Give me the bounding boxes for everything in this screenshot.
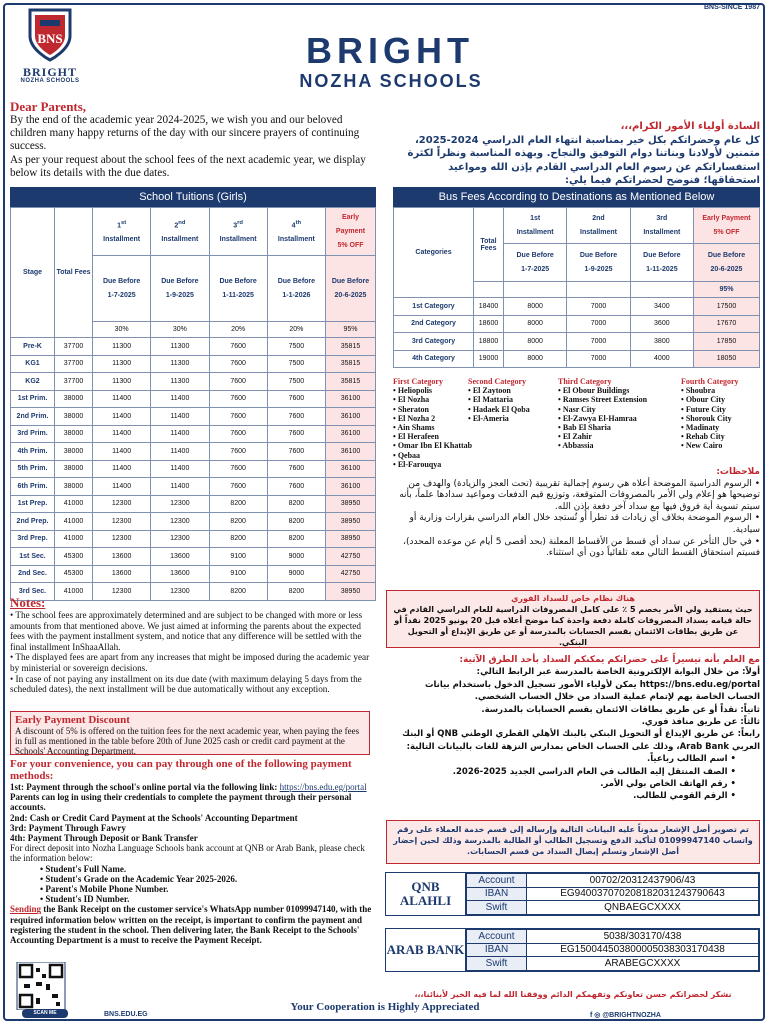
category-item: • Ramses Street Extension: [558, 395, 648, 405]
notes-ar-item: • في حال التأخر عن سداد أي قسط من الأقساط المعلنة (بحد أقصى 5 أيام عن موعده المحدد)، فسيتم استحقاق القسط التالي معه تلقائياً دون أي استثناء.: [403, 536, 760, 559]
fee-cell: 3800: [630, 333, 693, 351]
category-title: First Category: [393, 377, 443, 386]
category-item: • Heliopolis: [393, 386, 433, 396]
fee-cell: 8200: [209, 530, 267, 548]
tuition-block: [10, 187, 376, 601]
fee-cell: 19000: [474, 350, 504, 368]
fee-cell: 35815: [326, 338, 376, 356]
fee-cell: 7600: [209, 390, 267, 408]
early-en-body: A discount of 5% is offered on the tuition fees for the next academic year, when paying the fees in full as mentioned in the table before 20th of June 2025 cash or credit card payment at the Schools' Accounting Department.: [15, 726, 360, 757]
fee-cell: 17670: [694, 315, 760, 333]
fee-cell: 11300: [93, 373, 151, 391]
fee-cell: 18050: [694, 350, 760, 368]
early-ar-body: حيث يستفيد ولي الأمر بخصم 5 ٪ على كامل المصروفات الدراسية للعام الدراسي القادم في حالة قيامه بسداد المصروفات كاملة دفعة واحدة كما موضح أعلاه قبل 20 يونيو 2025 نقداً أو عن طريق بطاقات الائتمان بقسم الحسابات بالمدرسة أو عن طريق الإيداع أو التحويل البنكي.: [393, 605, 753, 647]
fee-cell: 11400: [151, 408, 209, 426]
fee-cell: 7000: [567, 350, 630, 368]
greeting-ar: [390, 120, 760, 188]
bank-account: 00702/20312437906/43: [527, 874, 759, 888]
bus-pct-early: 95%: [694, 282, 760, 298]
fee-cell: 35815: [326, 373, 376, 391]
category-item: • Nasr City: [558, 404, 596, 414]
social-handle-text: @BRIGHTNOZHA: [602, 1012, 661, 1019]
early-en-box: [10, 711, 370, 755]
fee-cell: 38000: [55, 443, 93, 461]
page-subtitle: NOZHA SCHOOLS: [299, 71, 483, 91]
pct-cell: 30%: [93, 322, 151, 338]
category-item: • Obour City: [681, 395, 726, 405]
footer-en: Your Cooperation is Highly Appreciated: [290, 1001, 480, 1013]
fee-cell: 8200: [267, 513, 325, 531]
notes-ar-title: ملاحظات:: [716, 467, 760, 477]
fee-cell: 38950: [326, 583, 376, 601]
stage-cell: 5th Prim.: [11, 460, 55, 478]
bank-arab: ARAB BANK Account 5038/303170/438 IBAN EG150044503800005038303170438 Swift ARABEGCXXXX: [385, 928, 760, 972]
due-cell-early: Due Before 20-6-2025: [326, 256, 376, 322]
total-header: Total Fees: [55, 208, 93, 338]
fee-cell: 8000: [504, 298, 567, 316]
fee-cell: 45300: [55, 565, 93, 583]
stage-cell: KG2: [11, 373, 55, 391]
fee-cell: 11400: [93, 443, 151, 461]
stage-cell: 4th Prim.: [11, 443, 55, 461]
tuition-title: School Tuitions (Girls): [10, 187, 376, 207]
bus-inst-header: 2nd Installment: [567, 208, 630, 244]
fee-cell: 37700: [55, 338, 93, 356]
table-row: [11, 425, 376, 443]
table-row: [11, 495, 376, 513]
shield-icon: [26, 6, 74, 62]
social-handle[interactable]: [590, 1011, 661, 1019]
category-item: • Rehab City: [681, 432, 725, 442]
category-item: • Abbassia: [558, 441, 594, 451]
facebook-icon: f: [590, 1012, 593, 1019]
payment-ar-m3: ثالثاً: عن طريق منافذ فوري.: [641, 717, 760, 728]
stage-cell: 3rd Prep.: [11, 530, 55, 548]
fee-cell: 8200: [267, 583, 325, 601]
fee-cell: 12300: [151, 530, 209, 548]
fee-cell: 9000: [267, 548, 325, 566]
fee-cell: 37700: [55, 355, 93, 373]
fee-cell: 11400: [93, 408, 151, 426]
instagram-icon: ◎: [594, 1012, 601, 1019]
since-label: BNS-SINCE 1987: [703, 4, 760, 11]
fee-cell: 8200: [209, 583, 267, 601]
fee-cell: 17850: [694, 333, 760, 351]
fee-cell: 7600: [267, 390, 325, 408]
category-item: • Omar Ibn El Khattab: [393, 441, 473, 451]
logo-initials: BNS: [37, 31, 63, 46]
fee-cell: 7500: [267, 338, 325, 356]
fee-cell: 12300: [93, 495, 151, 513]
fee-cell: 36100: [326, 390, 376, 408]
portal-link[interactable]: https://bns.edu.eg/portal: [279, 782, 367, 792]
bus-early-header: Early Payment 5% OFF: [694, 208, 760, 244]
fee-cell: 12300: [151, 583, 209, 601]
category-cell: 1st Category: [394, 298, 474, 316]
stage-cell: KG1: [11, 355, 55, 373]
fee-cell: 36100: [326, 425, 376, 443]
fee-cell: 18800: [474, 333, 504, 351]
fee-cell: 18600: [474, 315, 504, 333]
fee-cell: 4000: [630, 350, 693, 368]
table-row: [11, 390, 376, 408]
table-row: [11, 478, 376, 496]
fee-cell: 7600: [209, 460, 267, 478]
bus-due-cell-early: Due Before 20-6-2025: [694, 244, 760, 282]
category-item: • El Nozha 2: [393, 413, 436, 423]
footer-ar: نشكر لحضراتكم حسن تعاونكم وتفهمكم الدائم ووفقنا الله لما فيه الخير لأبنائنا،،،: [414, 990, 732, 999]
fee-cell: 7500: [267, 373, 325, 391]
pct-cell-early: 95%: [326, 322, 376, 338]
logo-sub: NOZHA SCHOOLS: [20, 78, 80, 84]
bus-due-cell: Due Before 1-9-2025: [567, 244, 630, 282]
fee-cell: 11300: [151, 338, 209, 356]
payment-en-m4: 4th: Payment Through Deposit or Bank Transfer: [10, 833, 198, 844]
fee-cell: 7000: [567, 298, 630, 316]
tuition-table: [10, 207, 376, 601]
pct-cell: 20%: [267, 322, 325, 338]
stage-cell: Pre-K: [11, 338, 55, 356]
categories-header: Categories: [394, 208, 474, 298]
bank-qnb: QNB ALAHLI Account 00702/20312437906/43 IBAN EG940037070208182031243790643 Swift QNBAEGCXXXX: [385, 872, 760, 916]
notes-ar-item: • الرسوم الدراسية الموضحة أعلاه هي رسوم إجمالية تقريبية (تحت العجز والزيادة) والهدف من توضيحها هو إعلام ولي الأمر بالمصروفات المتوقعة، وتوزيع قيم الدفعات ومواعيد سدادها علماً، بأنه سيتم تسوية أية فروق فيها مع سداد آخر دفعة بإذن الله.: [399, 478, 760, 512]
stage-header: Stage: [11, 208, 55, 338]
category-cell: 4th Category: [394, 350, 474, 368]
bus-block: [393, 187, 760, 368]
fee-cell: 7600: [209, 425, 267, 443]
salutation-en: Dear Parents,: [10, 99, 87, 114]
fee-cell: 3400: [630, 298, 693, 316]
fee-cell: 12300: [93, 530, 151, 548]
fee-cell: 11400: [151, 425, 209, 443]
fee-cell: 12300: [93, 513, 151, 531]
scan-me-label: SCAN ME: [22, 1009, 68, 1018]
category-title: Second Category: [468, 377, 526, 386]
greeting-en: [10, 100, 370, 180]
bank-swift: QNBAEGCXXXX: [527, 901, 759, 915]
fee-cell: 38000: [55, 408, 93, 426]
fee-cell: 38000: [55, 460, 93, 478]
fee-cell: 45300: [55, 548, 93, 566]
bank-iban: EG150044503800005038303170438: [527, 943, 759, 957]
fee-cell: 7600: [209, 408, 267, 426]
table-row: [394, 298, 760, 316]
due-cell: Due Before 1-11-2025: [209, 256, 267, 322]
greeting-en-p1: By the end of the academic year 2024-2025, we wish you and our beloved children many happy returns of the day with our sincere prayers of continuing success.: [10, 114, 360, 153]
table-row: [11, 355, 376, 373]
inst-header: 2nd Installment: [151, 208, 209, 256]
stage-cell: 3rd Sec.: [11, 583, 55, 601]
notes-ar-item: • الرسوم الموضحة بخلاف أي زيادات قد تطرأ أو تُستجد خلال العام الدراسي بقرارات وزارية أو سيادية.: [409, 513, 760, 535]
fee-cell: 8000: [504, 333, 567, 351]
fee-cell: 11400: [93, 390, 151, 408]
bus-inst-header: 1st Installment: [504, 208, 567, 244]
fee-cell: 7600: [267, 408, 325, 426]
notes-en-p1: • The school fees are approximately determined and are subject to be changed with more or less amounts from that mentioned above. We just aimed at informing the parents about the expected fees with the payment installment system, and notice that any difference will be settled with the final installment InShaaAllah.: [10, 610, 363, 652]
payment-ar: [393, 654, 760, 803]
fee-cell: 8000: [504, 315, 567, 333]
stage-cell: 1st Sec.: [11, 548, 55, 566]
bank-iban: EG940037070208182031243790643: [527, 887, 759, 901]
category-list: [558, 377, 647, 451]
notes-en-title: Notes:: [10, 595, 46, 610]
fee-cell: 41000: [55, 495, 93, 513]
category-item: • El Nozha: [393, 395, 430, 405]
category-item: • Qebaa: [393, 450, 421, 460]
fee-cell: 38000: [55, 425, 93, 443]
website-url[interactable]: BNS.EDU.EG: [104, 1011, 148, 1018]
category-item: • Sheraton: [393, 404, 429, 414]
fee-cell: 11400: [93, 425, 151, 443]
payment-en-m1: 1st: Payment through the school's online portal via the following link: https://bns.edu.eg/portal Parents can log in using their credentials to complete the payment through their personal accounts.: [10, 782, 367, 813]
table-row: [11, 373, 376, 391]
stage-cell: 1st Prep.: [11, 495, 55, 513]
category-item: • Shorouk City: [681, 413, 732, 423]
fee-cell: 41000: [55, 583, 93, 601]
logo-name: BRIGHT: [22, 65, 77, 79]
bank-name: QNB ALAHLI: [386, 873, 466, 915]
fee-cell: 38950: [326, 495, 376, 513]
inst-header: 4th Installment: [267, 208, 325, 256]
fee-cell: 3600: [630, 315, 693, 333]
fee-cell: 35815: [326, 355, 376, 373]
category-list: [393, 377, 472, 469]
fee-cell: 9100: [209, 565, 267, 583]
inst-header: 1st Installment: [93, 208, 151, 256]
category-list: [468, 377, 530, 423]
category-cell: 3rd Category: [394, 333, 474, 351]
fee-cell: 7600: [267, 443, 325, 461]
category-item: • Bab El Sharia: [558, 423, 611, 433]
stage-cell: 2nd Prim.: [11, 408, 55, 426]
category-item: • El Herafeen: [393, 432, 439, 442]
greeting-en-p2: As per your request about the school fees of the next academic year, we display below its details with the due dates.: [10, 153, 366, 179]
payment-en-list: • Student's Full Name. • Student's Grade on the Academic Year 2025-2026. • Parent's Mobile Phone Number. • Student's ID Number.: [40, 863, 238, 905]
table-row: [11, 565, 376, 583]
fee-cell: 11400: [151, 460, 209, 478]
stage-cell: 3rd Prim.: [11, 425, 55, 443]
bus-title: Bus Fees According to Destinations as Mentioned Below: [393, 187, 760, 207]
category-title: Third Category: [558, 377, 612, 386]
category-item: • El Mattaria: [468, 395, 514, 405]
pct-cell: 30%: [151, 322, 209, 338]
bus-due-cell: Due Before 1-7-2025: [504, 244, 567, 282]
fee-cell: 9100: [209, 548, 267, 566]
receipt-ar-box: تم تصوير أصل الإشعار مدوناً عليه البيانات التالية وإرساله إلى قسم خدمة العملاء على رقم واتساب 01099947140 لتأكيد الدفع وتسجيل الطالب أو الطالبة بالمدرسة وذلك لحين إحضار أصل الإشعار وتسلم إيصال السداد من قسم الحسابات.: [386, 820, 760, 864]
fee-cell: 8200: [209, 513, 267, 531]
table-row: [394, 315, 760, 333]
table-row: [11, 513, 376, 531]
fee-cell: 7600: [209, 478, 267, 496]
fee-cell: 11400: [151, 443, 209, 461]
fee-cell: 7500: [267, 355, 325, 373]
payment-en-sending: Sending the Bank Receipt on the customer service's WhatsApp number 01099947140, with the required information below written on the receipt, is important to confirm the payment and registering the student in the school. Then delivering later, the Bank Receipt to the Schools' Accounting Department is a must to receive the Payment Receipt.: [10, 904, 372, 946]
stage-cell: 1st Prim.: [11, 390, 55, 408]
payment-en-title: For your convenience, you can pay through one of the following payment methods:: [10, 758, 352, 782]
fee-cell: 36100: [326, 478, 376, 496]
fee-cell: 7600: [209, 373, 267, 391]
bus-table: [393, 207, 760, 368]
fee-cell: 13600: [151, 565, 209, 583]
table-row: [11, 548, 376, 566]
category-item: • Ain Shams: [393, 423, 435, 433]
fee-cell: 41000: [55, 530, 93, 548]
fee-cell: 7000: [567, 333, 630, 351]
fee-cell: 11400: [93, 478, 151, 496]
fee-cell: 8200: [267, 530, 325, 548]
fee-cell: 12300: [151, 513, 209, 531]
notes-en: [10, 596, 370, 695]
due-cell: Due Before 1-7-2025: [93, 256, 151, 322]
fee-cell: 9000: [267, 565, 325, 583]
fee-cell: 7600: [209, 355, 267, 373]
stage-cell: 2nd Sec.: [11, 565, 55, 583]
category-title: Fourth Category: [681, 377, 739, 386]
inst-header: 3rd Installment: [209, 208, 267, 256]
early-ar-box: [386, 590, 760, 648]
school-logo: [14, 6, 86, 94]
fee-cell: 8200: [209, 495, 267, 513]
payment-ar-m4: رابعاً: عن طريق الإيداع أو التحويل البنكي بالبنك الأهلي القطري الوطني QNB أو البنك العربي Arab Bank، وذلك على الحساب الخاص بمدارس النزهة للغات بالبيانات التالية:: [402, 729, 760, 752]
payment-ar-m1: أولاً: من خلال البوابة الإلكترونية الخاصة بالمدرسة عبر الرابط التالي: https://bns.edu.eg/portal يمكن لأولياء الأمور تسجيل الدخول باستخدام بيانات الحساب الخاصة بهم لإتمام عملية السداد من خلال الحساب الشخصي.: [424, 667, 760, 703]
payment-en-m2: 2nd: Cash or Credit Card Payment at the Schools' Accounting Department: [10, 812, 298, 823]
stage-cell: 2nd Prep.: [11, 513, 55, 531]
fee-cell: 7600: [267, 460, 325, 478]
fee-cell: 7000: [567, 315, 630, 333]
notes-en-p3: • In case of not paying any installment on its due date (with maximum delaying 5 days from the scheduled dates), the next installment will be due automatically without any exception.: [10, 673, 362, 695]
notes-en-p2: • The displayed fees are apart from any increases that might be imposed during the academic year by ministerial or sovereign decisions.: [10, 652, 370, 673]
category-item: • Hadaek El Qoba: [468, 404, 530, 414]
qr-code-icon[interactable]: [12, 962, 70, 1010]
early-header: Early Payment 5% OFF: [326, 208, 376, 256]
fee-cell: 12300: [93, 583, 151, 601]
fee-cell: 11300: [93, 355, 151, 373]
payment-ar-list: • اسم الطالب رباعياً. • الصف المنتقل إليه الطالب في العام الدراسي الجديد 2025-2026. • رقم الهاتف الخاص بولي الأمر. • الرقم القومي للطالب.: [452, 754, 736, 802]
table-row: [11, 408, 376, 426]
fee-cell: 38950: [326, 530, 376, 548]
page-title: BRIGHT: [306, 30, 474, 71]
pct-cell: 20%: [209, 322, 267, 338]
stage-cell: 6th Prim.: [11, 478, 55, 496]
bank-swift: ARABEGCXXXX: [527, 957, 759, 971]
due-cell: Due Before 1-1-2026: [267, 256, 325, 322]
fee-cell: 36100: [326, 443, 376, 461]
category-item: • Future City: [681, 404, 726, 414]
fee-cell: 7600: [209, 338, 267, 356]
category-list: [681, 377, 739, 451]
payment-en: [10, 758, 372, 945]
salutation-ar: السادة أولياء الأمور الكرام،،،: [620, 121, 760, 132]
greeting-ar-body: كل عام وحضراتكم بكل خير بمناسبة انتهاء العام الدراسي 2024-2025، متمنين لأولادنا وبناتنا دوام التوفيق والنجاح. وبهذه المناسبة ونظراً لكثرة استفساراتكم عن رسوم العام الدراسي القادم بإذن الله ومواعيد استحقاقها؛ فنوضح لحضراتكم فيما يلي:: [407, 134, 760, 186]
category-item: • El-Ameria: [468, 413, 509, 423]
bank-account: 5038/303170/438: [527, 930, 759, 944]
fee-cell: 7600: [267, 425, 325, 443]
payment-ar-m2: ثانياً: نقداً أو عن طريق بطاقات الائتمان بقسم الحسابات بالمدرسة.: [481, 704, 760, 715]
fee-cell: 42750: [326, 565, 376, 583]
bus-due-cell: Due Before 1-11-2025: [630, 244, 693, 282]
category-item: • El Zahir: [558, 432, 592, 442]
fee-cell: 36100: [326, 460, 376, 478]
fee-cell: 11300: [93, 338, 151, 356]
bank-name: ARAB BANK: [386, 929, 466, 971]
fee-cell: 8200: [267, 495, 325, 513]
fee-cell: 38000: [55, 478, 93, 496]
table-row: [11, 338, 376, 356]
fee-cell: 11300: [151, 373, 209, 391]
category-item: • El Zaytoon: [468, 386, 511, 396]
fee-cell: 7600: [267, 478, 325, 496]
fee-cell: 17500: [694, 298, 760, 316]
payment-en-m3: 3rd: Payment Through Fawry: [10, 822, 126, 833]
early-en-title: Early Payment Discount: [15, 714, 130, 726]
table-row: [394, 350, 760, 368]
fee-cell: 11400: [151, 390, 209, 408]
fee-cell: 38000: [55, 390, 93, 408]
fee-cell: 18400: [474, 298, 504, 316]
category-item: • Madinaty: [681, 423, 720, 433]
fee-cell: 37700: [55, 373, 93, 391]
category-item: • Shoubra: [681, 386, 716, 396]
notes-ar: [393, 467, 760, 560]
fee-cell: 41000: [55, 513, 93, 531]
fee-cell: 12300: [151, 495, 209, 513]
category-item: • El-Farouqya: [393, 459, 442, 469]
fee-cell: 42750: [326, 548, 376, 566]
fee-cell: 13600: [151, 548, 209, 566]
payment-ar-title: مع العلم بأنه تيسيراً على حضراتكم يمكنكم السداد بأحد الطرق الآتية:: [459, 655, 760, 665]
payment-en-direct: For direct deposit into Nozha Language Schools bank account at QNB or Arab Bank, please check the information below:: [10, 843, 365, 864]
category-item: • El Obour Buildings: [558, 386, 630, 396]
table-row: [11, 443, 376, 461]
bus-total-header: Total Fees: [474, 208, 504, 282]
fee-cell: 13600: [93, 565, 151, 583]
fee-cell: 38950: [326, 513, 376, 531]
category-item: • New Cairo: [681, 441, 723, 451]
category-cell: 2nd Category: [394, 315, 474, 333]
fee-cell: 11300: [151, 355, 209, 373]
fee-cell: 7600: [209, 443, 267, 461]
fee-cell: 36100: [326, 408, 376, 426]
early-ar-title: هناك نظام خاص للسداد الفوري: [511, 594, 635, 603]
fee-cell: 8000: [504, 350, 567, 368]
fee-cell: 11400: [93, 460, 151, 478]
fee-cell: 13600: [93, 548, 151, 566]
table-row: [11, 460, 376, 478]
table-row: [11, 530, 376, 548]
due-cell: Due Before 1-9-2025: [151, 256, 209, 322]
fee-cell: 11400: [151, 478, 209, 496]
table-row: [394, 333, 760, 351]
bus-inst-header: 3rd Installment: [630, 208, 693, 244]
category-item: • El-Zawya El-Hamraa: [558, 413, 637, 423]
